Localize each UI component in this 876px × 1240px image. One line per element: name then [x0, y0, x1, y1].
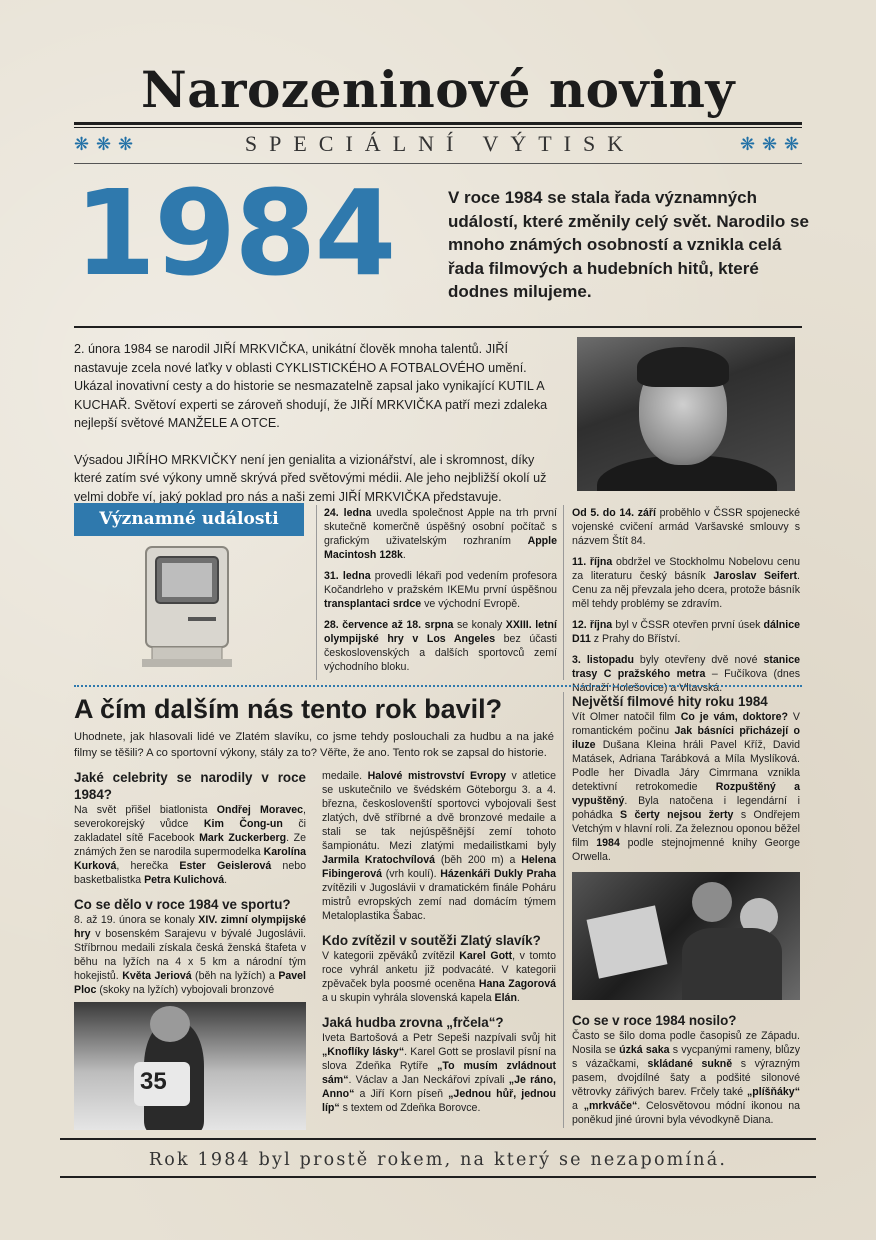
section-divider: [74, 685, 802, 687]
right-column-bottom: [572, 1012, 800, 1127]
column-divider: [563, 692, 564, 1128]
column-divider: [316, 505, 317, 680]
ornament-icon: ❋: [784, 134, 800, 154]
section-rule: [74, 326, 802, 328]
newspaper-subtitle: SPECIÁLNÍ VÝTISK: [244, 131, 636, 156]
films-text: Vít Olmer natočil film Co je vám, doktore? V romantickém počinu Jak básníci přicházejí o iluze Dušana Kleina hráli Pavel Kříž, David Matásek, Adriana Tarábková a Míla Myslíková. Podle her Divadla Járy Cimrmana vznikla detektivní retrokomedie Rozpuštěný a vypuštěný. Byla natočena i legendární i pohádka S čerty nejsou žerty s Ondřejem Vetchým v hlavní roli. Za železnou oponou běžel film 1984 podle stejnojmenné knihy George Orwella.: [572, 711, 801, 863]
column-divider: [563, 505, 564, 680]
event-item: 12. října byl v ČSSR otevřen první úsek dálnice D11 z Prahy do Bříství.: [572, 619, 801, 645]
ornament-icon: ❋: [740, 134, 756, 154]
intro-paragraph: Výsadou JIŘÍHO MRKVIČKY není jen genialita a vizionářství, ale i skromnost, díky které zatím své výkony umně skrývá před světovými médii. Ale jeho nejbližší okolí už velmi dobře ví, jaký poklad pro nás a naši zemi JIŘÍ MRKVIČKA představuje.: [74, 452, 547, 504]
ornament-icon: ❋: [762, 134, 778, 154]
footer-tagline: Rok 1984 byl prostě rokem, na který se nezapomíná.: [148, 1150, 728, 1170]
event-item: 24. ledna uvedla společnost Apple na trh první skutečně komerčně úspěšný osobní počítač s grafickým uživatelským rozhraním Apple Macintosh 128k.: [324, 507, 557, 561]
masthead-rule-thick: [74, 122, 802, 125]
portrait-photo: [577, 337, 795, 491]
intro-paragraph: 2. února 1984 se narodil JIŘÍ MRKVIČKA, unikátní člověk mnoha talentů. JIŘÍ nastavuje zcela nové laťky v oblasti CYKLISTICKÉHO A FOTBALOVÉHO umění. Ukázal inovativní cesty a do historie se nesmazatelně zapsal jako vynikající KUTIL A KUCHAŘ. Světoví experti se zároveň shodují, že JIŘÍ MRKVIČKA patří mezi zdaleka nejlepší světové MANŽELE A OTCE.: [74, 342, 548, 430]
lead-paragraph: V roce 1984 se stala řada významných událostí, které změnily celý svět. Narodilo se mnoho známých osobností a vznikla celá řada filmových a hudebních hitů, které dodnes milujeme.: [448, 188, 809, 301]
fashion-text: Často se šilo doma podle časopisů ze Západu. Nosila se úzká saka s vycpanými rameny, blůzy s vázačkami, skládané sukně s výrazným pasem, dvojdílné šaty a podšité silonové větrovky zářivých barev. Frčely také „plíšňáky“ a „mrkváče“. Celosvětovou módní ikonou na poněkud jiné úrovni byla vévodkyně Diana.: [572, 1030, 801, 1126]
year-headline: 1984: [74, 164, 395, 302]
footer-rule: [60, 1176, 816, 1178]
fashion-heading: Co se v roce 1984 nosilo?: [572, 1013, 737, 1028]
film-still-photo: [572, 872, 800, 1000]
sport-text-continued: medaile. Halové mistrovství Evropy v atletice se uskutečnilo ve švédském Göteborgu 3. a 4. března, českoslovenští sportovci vybojovali šest zlatých, dvě stříbrné a dvě bronzové medaile a stali se tak nejúspěšnější zemí tohoto šampionátu. Mezi zlatými medailistkami byly Jarmila Kratochvílová (běh 200 m) a Helena Fibingerová (vrh koulí). Házenkáři Dukly Praha zvítězili v Jugoslávii v dramatickém finále Poháru mistrů evropských zemí nad domácím týmem Metaloplastika Šabac.: [322, 770, 557, 922]
music-heading: Jaká hudba zrovna „frčela“?: [322, 1015, 504, 1030]
middle-column: [322, 769, 556, 1115]
macintosh-computer-icon: [136, 545, 238, 670]
events-label: Významné události: [74, 503, 304, 536]
events-column-1: [324, 506, 557, 681]
ski-photo: [74, 1002, 306, 1130]
footer-rule: [60, 1138, 816, 1140]
events-column-2: [572, 506, 800, 702]
slavik-heading: Kdo zvítězil v soutěži Zlatý slavík?: [322, 933, 541, 948]
ski-bib-number: 35: [140, 1068, 167, 1095]
masthead-rule-thin: [74, 127, 802, 128]
newspaper-title: Narozeninové noviny: [141, 60, 735, 119]
event-item: 3. listopadu byly otevřeny dvě nové stanice trasy C pražského metra – Fučíkova (dnes Nádraží Holešovice) a Vltavská.: [572, 654, 801, 694]
birthday-intro: [74, 340, 564, 524]
event-item: 28. července až 18. srpna se konaly XXIII. letní olympijské hry v Los Angeles bez účasti československých a dalších sportovců zemí východního bloku.: [324, 619, 557, 673]
sport-heading: Co se dělo v roce 1984 ve sportu?: [74, 897, 291, 912]
fun-intro: Uhodnete, jak hlasovali lidé ve Zlatém slavíku, co jsme tehdy poslouchali za hudbu a na jaké filmy se těšili? A co sportovní výkony, stály za to? Věřte, že ano. Tento rok se zapsal do historie.: [74, 731, 554, 759]
ornament-icon: ❋: [96, 134, 112, 154]
celebs-text: Na svět přišel biatlonista Ondřej Moravec, severokorejský vůdce Kim Čong-un či zakladatel sítě Facebook Mark Zuckerberg. Ze známých žen se narodila supermodelka Karolína Kurková, herečka Ester Geislerová nebo basketbalistka Petra Kulichová.: [74, 804, 307, 886]
ornament-icon: ❋: [74, 134, 90, 154]
left-column: [74, 769, 306, 997]
event-item: 31. ledna provedli lékaři pod vedením profesora Kočandrleho v pražském IKEMu první úspěšnou transplantaci srdce ve východní Evropě.: [324, 570, 557, 610]
fun-heading: A čím dalším nás tento rok bavil?: [74, 694, 503, 724]
music-text: Iveta Bartošová a Petr Sepeši nazpívali svůj hit „Knoflíky lásky“. Karel Gott se proslavil písní na slova Zdeňka Rytíře „To musím zvládnout sám“. Václav a Jan Neckářovi zpívali „Je ráno, Anno“ a Jiří Korn píseň „Jednou hůř, jednou líp“ s textem od Zdeňka Borovce.: [322, 1032, 556, 1114]
slavik-text: V kategorii zpěváků zvítězil Karel Gott, v tomto roce vyhrál anketu již podvacáté. V kategorii zpěvaček byla poosmé oceněna Hana Zagorová a u skupin vyhrála slovenská kapela Elán.: [322, 950, 557, 1004]
event-item: 11. října obdržel ve Stockholmu Nobelovu cenu za literaturu český básník Jaroslav Seifert. Cenu za něj převzala jeho dcera, protože básník měl tehdy problémy se zdravím.: [572, 556, 800, 610]
event-item: Od 5. do 14. září proběhlo v ČSSR spojenecké vojenské cvičení armád Varšavské smlouvy s názvem Štít 84.: [572, 507, 800, 547]
ornament-icon: ❋: [118, 134, 134, 154]
celebs-heading: Jaké celebrity se narodily v roce 1984?: [74, 770, 306, 802]
films-heading: Největší filmové hity roku 1984: [572, 694, 768, 709]
right-column-top: [572, 693, 800, 864]
sport-text: 8. až 19. února se konaly XIV. zimní olympijské hry v bosenském Sarajevu v bývalé Jugoslávii. Stříbrnou medaili získala česká ženská štafeta v běhu na lyžích na 4 x 5 km a národní tým hokejistů. Květa Jeriová (běh na lyžích) a Pavel Ploc (skoky na lyžích) vybojovali bronzové: [74, 914, 306, 996]
